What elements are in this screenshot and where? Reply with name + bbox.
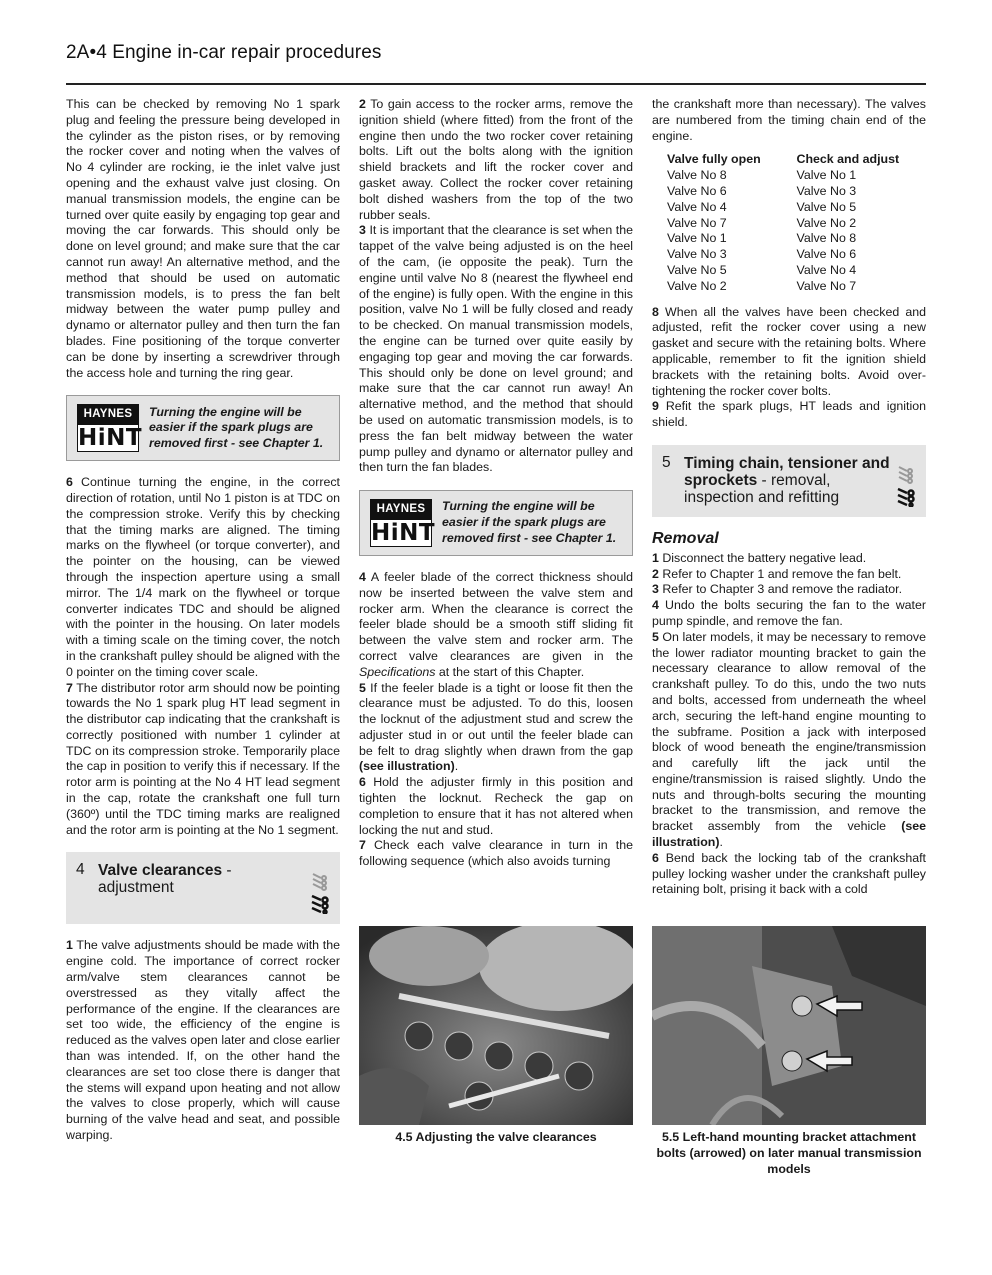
valve-sequence-table	[667, 152, 926, 294]
step-number: 1	[66, 938, 73, 953]
table-row: Valve No 7 Valve No 2	[667, 215, 857, 230]
header-rule	[66, 83, 926, 85]
step-number: 3	[652, 582, 659, 597]
haynes-hint-box	[66, 395, 340, 461]
paragraph: 5 On later models, it may be necessary to remove the lower radiator mounting bracket to gain the necessary clearance to allow removal of the crankshaft pulley. To do this, undo the two nuts and bolts, accessed from underneath the wheel arch, securing the left-hand engine mounting to the subframe. Position a jack with interposed block of wood beneath the engine/transmission and carefully lift the jack until the engine/transmission is raised slightly. Undo the nuts and through-bolts securing the mounting bracket to the transmission, and remove the bracket assembly from the vehicle (see illustration).	[652, 629, 926, 850]
hint-logo-bottom: HiNT	[371, 519, 436, 546]
table-header-cell: Check and adjust	[796, 152, 900, 167]
table-header-row	[667, 152, 926, 168]
section-title: Valve clearances - adjustment	[98, 862, 232, 897]
figure-caption: 4.5 Adjusting the valve clearances	[395, 1130, 597, 1144]
paragraph	[652, 851, 926, 898]
table-row: Valve No 8 Valve No 1	[667, 168, 857, 183]
paragraph	[652, 551, 926, 567]
column-3	[652, 97, 926, 898]
photo-mounting-bracket	[652, 926, 926, 1125]
step-text: The distributor rotor arm should now be pointing towards the No 1 spark plug HT lead segment in the distributor cap indicating that the crankshaft is correctly positioned with number 1 cylinder at TDC on its compression stroke. Temporarily place the cap in position to verify this if necessary. If the rotor arm is pointing at the No 4 HT lead segment in the cap, rotate the crankshaft one full turn (360º) until the TDC timing marks are realigned and the rotor arm is pointing at the No 1 segment.	[66, 680, 340, 837]
step-text: Continue turning the engine, in the correct direction of rotation, until No 1 piston is at TDC on the compression stroke. Verify this by checking that the timing marks are aligned. The timing marks on the flywheel (or torque converter), and the pointer on the housing, can be viewed through the inspection aperture using a small mirror. The 1/4 mark on the flywheel or torque converter indicates TDC and should be aligned with the pointer in the housing. On later models with a timing scale on the timing cover, the notch in the crankshaft pulley should be aligned with the 0 pointer on the timing cover scale.	[66, 475, 340, 679]
step-text: Bend back the locking tab of the crankshaft pulley locking washer under the crankshaft pulley retaining bolt, prising it back with a cold	[652, 850, 926, 897]
spanner-difficulty-icon	[308, 862, 332, 914]
step-text: Undo the bolts securing the fan to the water pump spindle, and remove the fan.	[652, 598, 926, 628]
table-header-cell: Valve fully open	[667, 152, 761, 167]
step-number: 6	[359, 775, 366, 790]
spanner-difficulty-icon	[894, 455, 918, 507]
haynes-hint-box	[359, 490, 633, 556]
paragraph	[66, 938, 340, 1143]
step-text: Refer to Chapter 1 and remove the fan belt.	[662, 566, 902, 581]
step-number: 8	[652, 304, 659, 319]
paragraph	[66, 681, 340, 839]
table-row: Valve No 4 Valve No 5	[667, 199, 857, 214]
paragraph	[359, 775, 633, 838]
hint-text: Turning the engine will be easier if the spark plugs are removed first - see Chapter 1.	[149, 404, 324, 451]
step-number: 4	[359, 569, 366, 584]
illustration-ref: (see illustration)	[359, 759, 455, 774]
haynes-hint-logo	[77, 404, 143, 452]
step-text: The valve adjustments should be made with the engine cold. The importance of correct rocker arm/valve stem clearances cannot be overstressed as they vitally affect the performance of the engine. If the clearances are set too wide, the efficiency of the engine is reduced as the valves open later and close earlier than was intended. If, on the other hand the clearances are set too close there is danger that the stems will expand upon heating and not allow the valves to close properly, which will cause burning of the valve head and seat, and possible warping.	[66, 938, 341, 1143]
step-text: Refer to Chapter 3 and remove the radiator.	[662, 582, 903, 597]
table-row: Valve No 1 Valve No 8	[667, 231, 857, 246]
column-2	[359, 97, 633, 870]
step-number: 3	[359, 223, 366, 238]
section-heading-4	[66, 852, 340, 924]
step-number: 5	[359, 680, 366, 695]
paragraph	[359, 97, 633, 223]
paragraph	[652, 305, 926, 400]
paragraph	[652, 582, 926, 598]
step-text: It is important that the clearance is set when the tappet of the valve being adjusted is on the heel of the cam, (ie opposite the peak). Turn the engine until valve No 8 (nearest the flywheel end of the engine) is fully open. With the engine in this position, valve No 1 will be fully closed and ready to be checked. On manual transmission models, the engine can be turned over quite easily by engaging top gear and moving the car forwards. This should only be done on level ground; and make sure that the car cannot run away! An alternative method, and the method that should be used on automatic transmission models, is to press the fan belt midway between the water pump pulley and dynamo or alternator pulley and then turn the fan blades.	[359, 223, 634, 475]
removal-subheading: Removal	[652, 529, 719, 547]
step-number: 7	[359, 838, 366, 853]
step-number: 2	[652, 566, 659, 581]
column-1	[66, 97, 340, 1144]
illustration-ref: (see illustration)	[652, 819, 926, 850]
step-number: 4	[652, 598, 659, 613]
photo-valve-clearance	[359, 926, 633, 1125]
hint-logo-top: HAYNES	[371, 500, 431, 520]
table-row: Valve No 6 Valve No 3	[667, 183, 857, 198]
step-text: Disconnect the battery negative lead.	[662, 550, 867, 565]
hint-logo-top: HAYNES	[78, 405, 138, 425]
paragraph: 5 If the feeler blade is a tight or loose fit then the clearance must be adjusted. To do this, loosen the locknut of the adjustment stud and screw the adjuster stud in or out until the feeler blade can be felt to drag slightly when drawn from the gap (see illustration).	[359, 680, 633, 774]
paragraph: the crankshaft more than necessary). The valves are numbered from the timing chain end of the engine.	[652, 97, 926, 143]
hint-logo-bottom: HiNT	[78, 425, 143, 452]
section-number: 5	[662, 453, 671, 471]
hint-text: Turning the engine will be easier if the spark plugs are removed first - see Chapter 1.	[442, 499, 617, 545]
paragraph: This can be checked by removing No 1 spark plug and feeling the pressure being developed in the cylinder as the piston rises, or by removing the rocker cover and noting when the valves of No 4 cylinder are rocking, ie the inlet valve just opening and the exhaust valve just closing. On manual transmission models, the engine can be turned over quite easily by engaging top gear and moving the car forwards. This should only be done on level ground; and make sure that the car cannot run away! An alternative method, and the method that should be used on automatic transmission models, is to press the fan belt midway between the water pump pulley and dynamo or alternator pulley and then turn the fan blades. Fine positioning of the torque converter can be done by inserting a screwdriver through the access hole and turning the ring gear.	[66, 97, 340, 380]
table-row: Valve No 3 Valve No 6	[667, 247, 857, 262]
paragraph	[652, 567, 926, 583]
figure-caption: 5.5 Left-hand mounting bracket attachment bolts (arrowed) on later manual transmission models	[656, 1130, 922, 1176]
step-number: 6	[652, 850, 659, 865]
step-number: 6	[66, 475, 73, 490]
section-number: 4	[76, 861, 85, 879]
step-text: Hold the adjuster firmly in this position and tighten the locknut. Recheck the gap on completion to ensure that it has not altered when locking the nut and stud.	[359, 775, 633, 837]
paragraph	[66, 475, 340, 680]
table-row: Valve No 5 Valve No 4	[667, 262, 857, 277]
page-header: 2A•4 Engine in-car repair procedures	[66, 42, 382, 63]
step-text: When all the valves have been checked and adjusted, refit the rocker cover using a new gasket and secure with the retaining bolts. Where applicable, remember to fit the ignition shield brackets with the retaining bolts. Avoid over-tightening the rocker cover bolts.	[652, 304, 926, 398]
step-text: Refit the spark plugs, HT leads and ignition shield.	[652, 399, 926, 430]
step-number: 1	[652, 550, 659, 565]
paragraph	[359, 838, 633, 870]
paragraph: 4 A feeler blade of the correct thickness should now be inserted between the valve stem and rocker arm. When the clearance is correct the feeler blade should be a smooth stiff sliding fit between the valve stem and rocker arm. The correct valve clearances are given in the Specifications at the start of this Chapter.	[359, 569, 633, 679]
paragraph	[359, 223, 633, 476]
paragraph	[652, 598, 926, 630]
step-number: 2	[359, 97, 366, 111]
specifications-ref: Specifications	[359, 664, 436, 679]
paragraph	[652, 399, 926, 431]
table-row: Valve No 2 Valve No 7	[667, 278, 857, 293]
step-number: 9	[652, 399, 659, 414]
section-title: Timing chain, tensioner and sprockets - removal, inspection and refitting	[684, 454, 890, 506]
step-text: To gain access to the rocker arms, remove the ignition shield (where fitted) from the front of the engine then undo the two rocker cover retaining bolts. Lift out the bolts along with the ignition shield brackets and lift the rocker cover and gasket away. Collect the rocker cover retaining bolt dished washers from the top of the two rubber seals.	[359, 97, 634, 222]
step-number: 7	[66, 680, 73, 695]
haynes-hint-logo	[370, 499, 436, 547]
step-number: 5	[652, 629, 659, 644]
section-heading-5	[652, 445, 926, 517]
step-text: Check each valve clearance in turn in the following sequence (which also avoids turning	[359, 838, 633, 869]
